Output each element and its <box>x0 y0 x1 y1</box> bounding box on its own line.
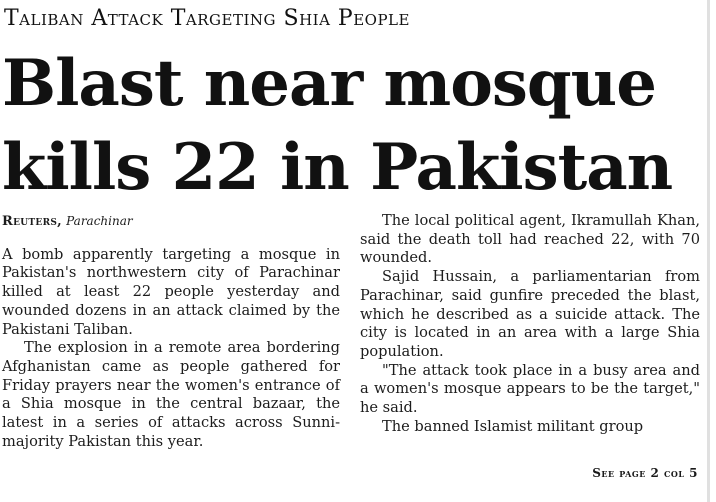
byline-place: Parachinar <box>66 214 133 228</box>
article-column-left <box>2 212 340 451</box>
paragraph: Sajid Hussain, a parliamentarian from Parachinar, said gunfire preceded the blast, which he described as a suicide attack. The city is located in an area with a large Shia population. <box>360 268 700 360</box>
paragraph: "The attack took place in a busy area and a women's mosque appears to be the target," he said. <box>360 361 700 417</box>
kicker-headline: Taliban Attack Targeting Shia People <box>4 6 410 31</box>
byline-agency: Reuters, <box>2 214 62 229</box>
paragraph: The banned Islamist militant group <box>382 417 644 435</box>
byline <box>2 212 340 232</box>
paragraph: The local political agent, Ikramullah Khan, said the death toll had reached 22, with 70 wounded. <box>360 212 700 267</box>
continuation-jump-line: See page 2 col 5 <box>592 466 698 480</box>
paragraph: The explosion in a remote area bordering Afghanistan came as people gathered for Friday prayers near the women's entrance of a Shia mosque in the central bazaar, the latest in a series of attacks across Sunni-majority Pakistan this year. <box>2 339 340 450</box>
headline-line-2: kills 22 in Pakistan <box>2 130 673 205</box>
article-column-right <box>360 212 700 436</box>
headline-line-1: Blast near mosque <box>2 46 656 121</box>
page-edge-rule <box>707 0 710 502</box>
paragraph: A bomb apparently targeting a mosque in Pakistan's northwestern city of Parachinar killed at least 22 people yesterday and wounded dozens in an attack claimed by the Pakistani Taliban. <box>2 245 340 338</box>
